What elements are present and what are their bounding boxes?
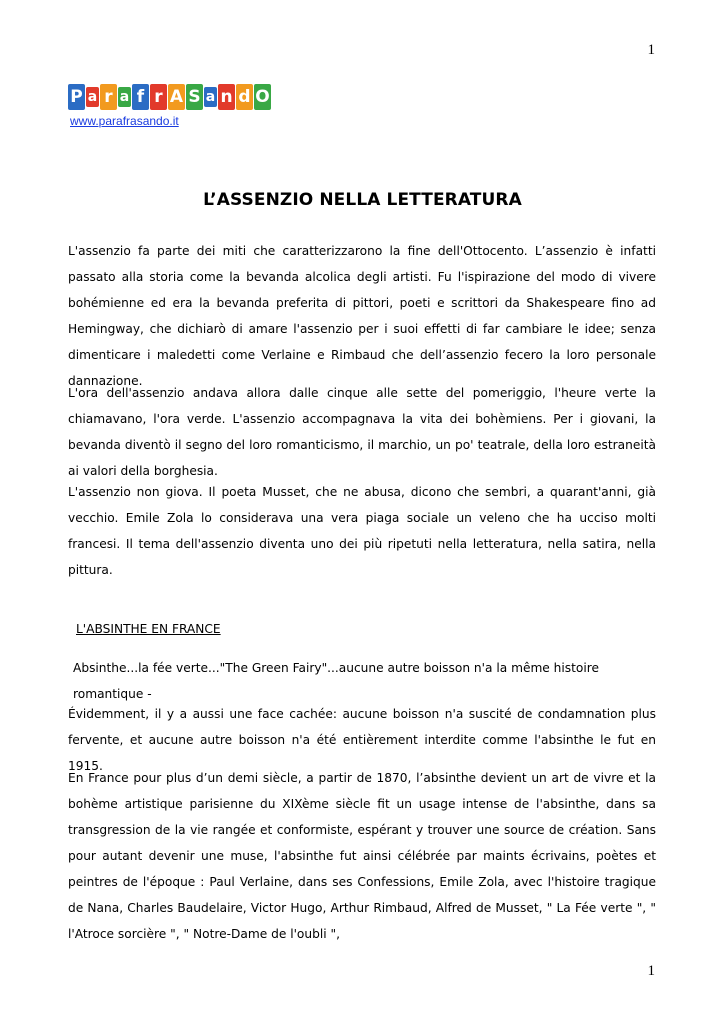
- section-paragraph-1: Absinthe...la fée verte..."The Green Fairy"...aucune autre boisson n'a la même histoire romantique -: [73, 661, 600, 701]
- site-link[interactable]: www.parafrasando.it: [70, 114, 179, 128]
- logo-letter: r: [150, 84, 167, 110]
- logo-letter: n: [218, 84, 235, 110]
- logo-letter: a: [87, 89, 98, 105]
- paragraph-2: L'ora dell'assenzio andava allora dalle cinque alle sette del pomeriggio, l'heure verte la chiamavano, l'ora verde. L'assenzio accompagnava la vita dei bohèmiens. Per i giovani, la bevanda diventò il segno del loro romanticismo, il marchio, un po' teatrale, della loro estraneità ai valori della borghesia.: [68, 386, 656, 478]
- logo-letter: d: [236, 84, 253, 110]
- paragraph-3: L'assenzio non giova. Il poeta Musset, che ne abusa, dicono che sembri, a quarant'anni, già vecchio. Emile Zola lo considerava una vera piaga sociale un veleno che ha ucciso molti francesi. Il tema dell'assenzio diventa uno dei più ripetuti nella letteratura, nella satira, nella pittura.: [68, 485, 656, 577]
- logo-letter: f: [132, 84, 149, 110]
- section-paragraph-2: Évidemment, il y a aussi une face cachée: aucune boisson n'a suscité de condamnation plus fervente, et aucune autre boisson n'a été entièrement interdite comme l'absinthe le fut en 1915.: [68, 707, 656, 773]
- logo-letter: P: [68, 84, 85, 110]
- logo-letter: a: [205, 89, 216, 105]
- paragraph-1: L'assenzio fa parte dei miti che caratterizzarono la fine dell'Ottocento. L’assenzio è infatti passato alla storia come la bevanda alcolica degli artisti. Fu l'ispirazione del modo di vivere bohémienne ed era la bevanda preferita di pittori, poeti e scrittori da Shakespeare fino ad Hemingway, che dichiarò di amare l'assenzio per i suoi effetti di far cambiare le idee; senza dimenticare i maledetti come Verlaine e Rimbaud che dell’assenzio fecero la loro personale dannazione.: [68, 244, 656, 388]
- logo-letter: r: [100, 84, 117, 110]
- page-number-bottom: 1: [647, 963, 655, 979]
- page-number-top: 1: [647, 42, 655, 58]
- section-heading: L'ABSINTHE EN FRANCE: [76, 622, 221, 636]
- logo-letter: A: [168, 84, 185, 110]
- logo-letter: a: [119, 89, 130, 105]
- parafrasando-logo: [68, 84, 271, 110]
- section-paragraph-3: En France pour plus d’un demi siècle, a partir de 1870, l’absinthe devient un art de vivre et la bohème artistique parisienne du XIXème siècle fit un usage intense de l'absinthe, dans sa transgression de la vie rangée et conformiste, espérant y trouver une source de création. Sans pour autant devenir une muse, l'absinthe fut ainsi célébrée par maints écrivains, poètes et peintres de l'époque : Paul Verlaine, dans ses Confessions, Emile Zola, avec l'histoire tragique de Nana, Charles Baudelaire, Victor Hugo, Arthur Rimbaud, Alfred de Musset, " La Fée verte ", " l'Atroce sorcière ", " Notre-Dame de l'oubli ",: [68, 771, 656, 941]
- document-title: L’ASSENZIO NELLA LETTERATURA: [203, 190, 522, 210]
- logo-letter: S: [186, 84, 203, 110]
- logo-letter: O: [254, 84, 271, 110]
